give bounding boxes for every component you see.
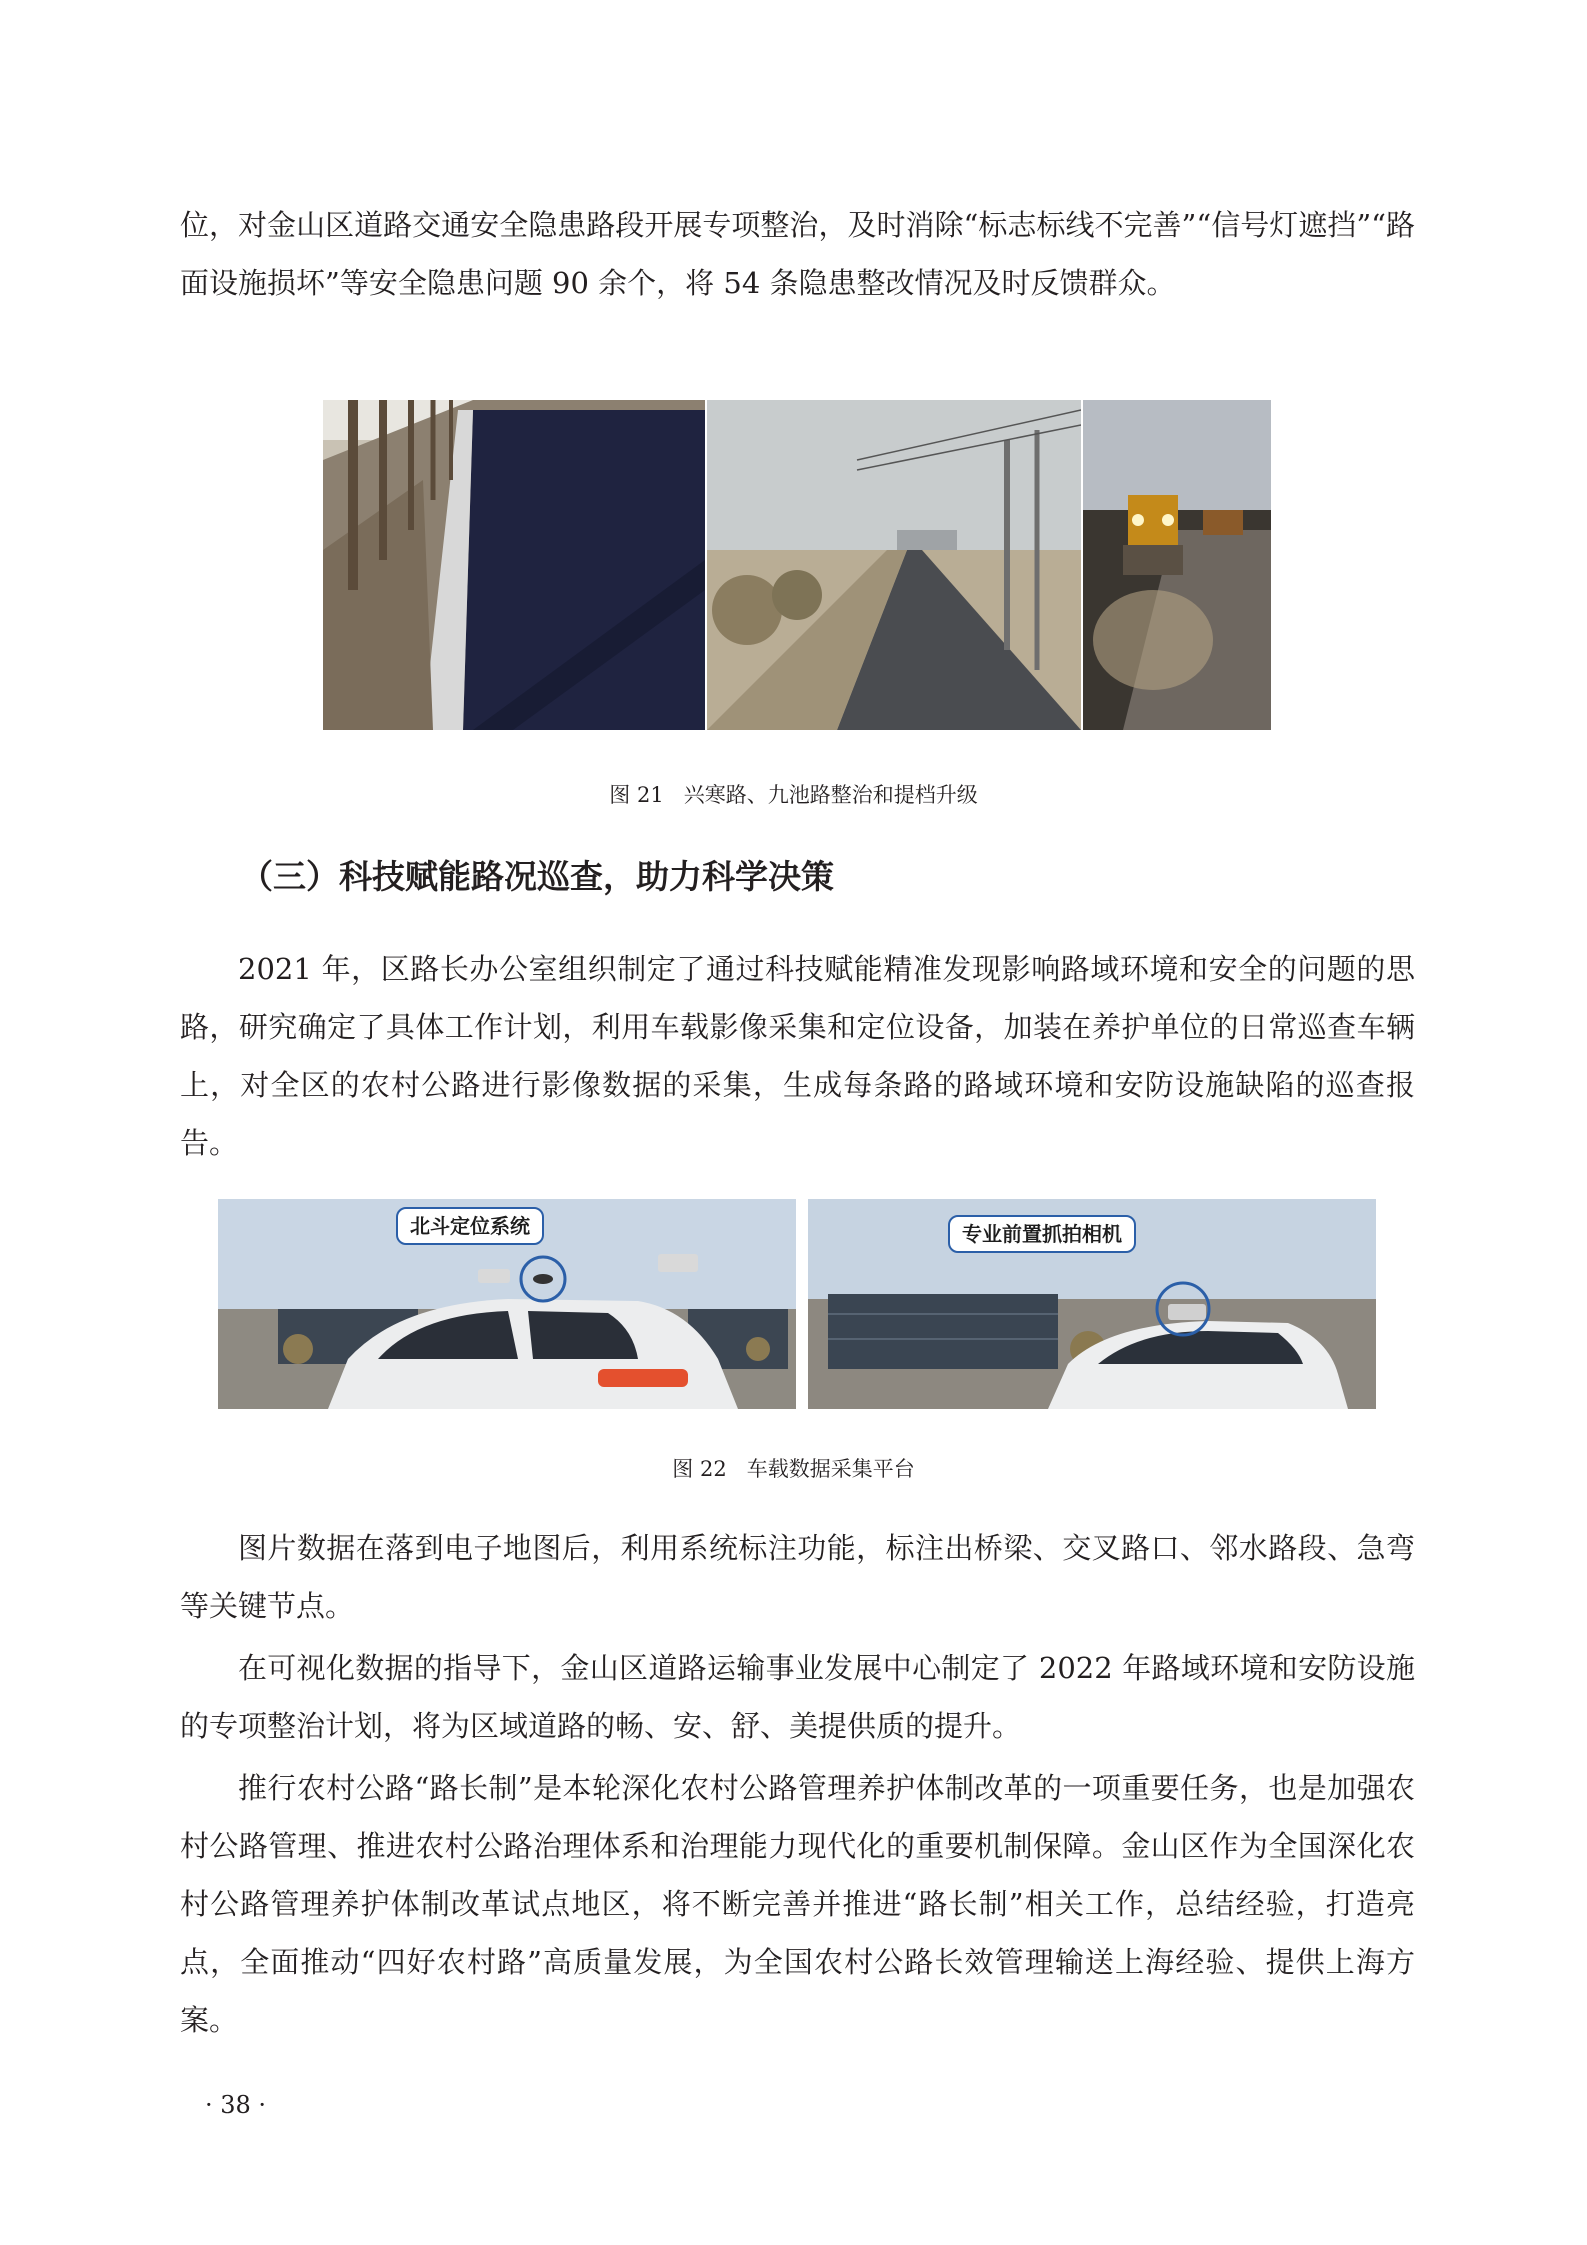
paragraph-road-chief-system: 推行农村公路“路长制”是本轮深化农村公路管理养护体制改革的一项重要任务，也是加强农村公路管理、推进农村公路治理体系和治理能力现代化的重要机制保障。金山区作为全国深化农村公路管理养护体制改革试点地区，将不断完善并推进“路长制”相关工作，总结经验，打造亮点，全面推动“四好农村路”高质量发展，为全国农村公路长效管理输送上海经验、提供上海方案。	[180, 1771, 1415, 2037]
paragraph-tech-patrol: 2021 年，区路长办公室组织制定了通过科技赋能精准发现影响路域环境和安全的问题的思路，研究确定了具体工作计划，利用车载影像采集和定位设备，加装在养护单位的日常巡查车辆上，对全区的农村公路进行影像数据的采集，生成每条路的路域环境和安防设施缺陷的巡查报告。	[180, 952, 1415, 1160]
callout-beidou-positioning: 北斗定位系统	[396, 1207, 544, 1245]
paragraph-intro-continuation: 位，对金山区道路交通安全隐患路段开展专项整治，及时消除“标志标线不完善”“信号灯遮挡”“路面设施损坏”等安全隐患问题 90 余个，将 54 条隐患整改情况及时反馈群众。	[180, 208, 1415, 300]
figure-22-caption	[0, 1454, 1587, 1484]
paragraph-visualization-plan: 在可视化数据的指导下，金山区道路运输事业发展中心制定了 2022 年路域环境和安防设施的专项整治计划，将为区域道路的畅、安、舒、美提供质的提升。	[180, 1651, 1415, 1743]
section-heading: （三）科技赋能路况巡查，助力科学决策	[240, 857, 834, 896]
figure-22-vehicle-platform	[218, 1199, 1376, 1409]
paragraph-map-annotation: 图片数据在落到电子地图后，利用系统标注功能，标注出桥梁、交叉路口、邻水路段、急弯等关键节点。	[180, 1531, 1415, 1623]
figure-21-caption	[0, 780, 1587, 810]
photo-asphalt-road	[323, 400, 705, 730]
figure-21-number: 图 21	[609, 783, 664, 807]
figure-21-caption-text: 兴寒路、九池路整治和提档升级	[683, 783, 978, 807]
page-number: · 38 ·	[205, 2091, 267, 2119]
photo-road-roller-night	[1083, 400, 1271, 730]
photo-rural-road	[707, 400, 1081, 730]
callout-front-camera: 专业前置抓拍相机	[948, 1215, 1136, 1253]
figure-22-number: 图 22	[672, 1457, 727, 1481]
figure-21-road-photos	[323, 400, 1271, 730]
figure-22-caption-text: 车载数据采集平台	[746, 1457, 915, 1481]
